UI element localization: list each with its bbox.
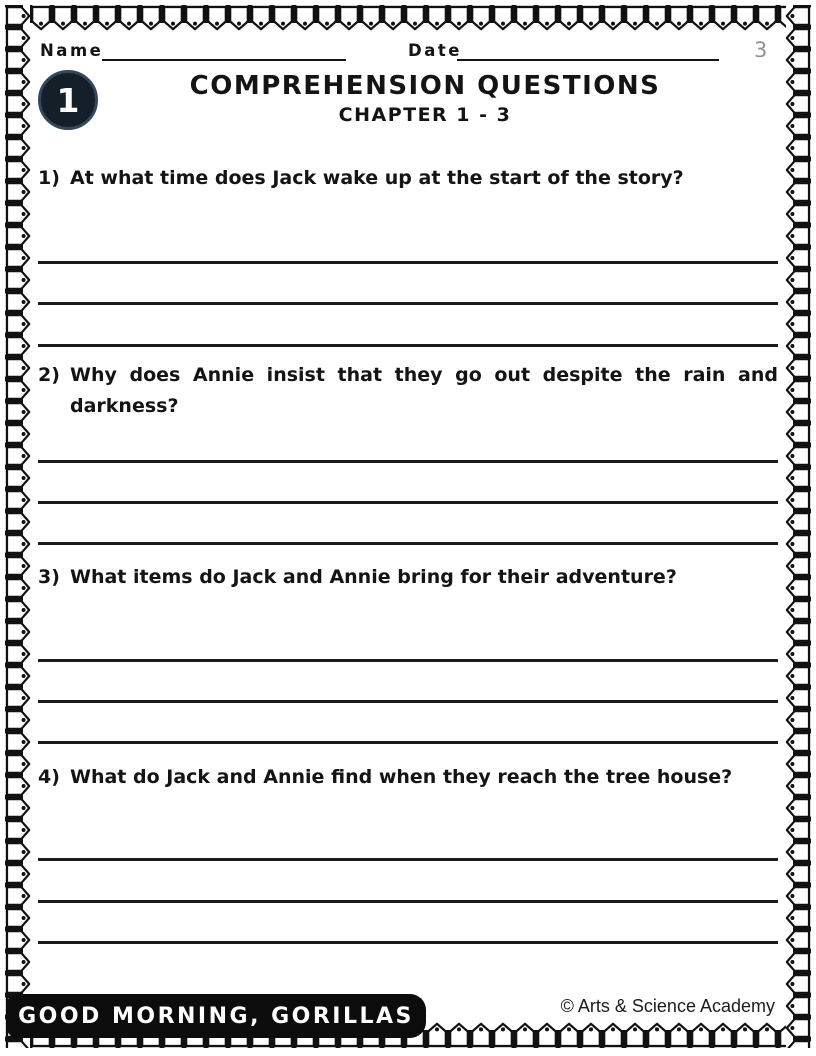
name-line bbox=[102, 59, 346, 61]
question-text: What items do Jack and Annie bring for their adventure? bbox=[70, 566, 677, 588]
answer-line bbox=[38, 460, 778, 463]
answer-line bbox=[38, 501, 778, 504]
question-number: 4) bbox=[38, 766, 60, 788]
question-text: darkness? bbox=[70, 395, 179, 417]
answer-line bbox=[38, 741, 778, 744]
answer-line bbox=[38, 900, 778, 903]
page-subtitle: CHAPTER 1 - 3 bbox=[338, 104, 512, 126]
page-title: COMPREHENSION QUESTIONS bbox=[189, 71, 661, 101]
answer-line bbox=[38, 700, 778, 703]
question-text: Why does Annie insist that they go out despite the rain and bbox=[70, 364, 778, 386]
answer-line bbox=[38, 941, 778, 944]
badge-number: 1 bbox=[56, 80, 80, 120]
question-2 bbox=[38, 360, 778, 422]
name-label: Name bbox=[40, 41, 104, 60]
answer-line bbox=[38, 261, 778, 264]
question-4 bbox=[38, 762, 778, 793]
date-line bbox=[457, 59, 719, 61]
question-number: 3) bbox=[38, 566, 60, 588]
question-3 bbox=[38, 562, 778, 593]
book-title: GOOD MORNING, GORILLAS bbox=[18, 1003, 414, 1029]
answer-line bbox=[38, 858, 778, 861]
answer-line bbox=[38, 659, 778, 662]
question-text: What do Jack and Annie find when they reach the tree house? bbox=[70, 766, 733, 788]
answer-line bbox=[38, 542, 778, 545]
book-title-banner bbox=[6, 994, 426, 1038]
page-number: 3 bbox=[754, 38, 768, 62]
copyright-text: © Arts & Science Academy bbox=[560, 996, 775, 1016]
question-number: 1) bbox=[38, 167, 60, 189]
date-label: Date bbox=[408, 41, 462, 60]
answer-line bbox=[38, 344, 778, 347]
question-number: 2) bbox=[38, 364, 60, 386]
answer-line bbox=[38, 302, 778, 305]
question-text: At what time does Jack wake up at the start of the story? bbox=[70, 167, 684, 189]
question-1 bbox=[38, 163, 778, 194]
